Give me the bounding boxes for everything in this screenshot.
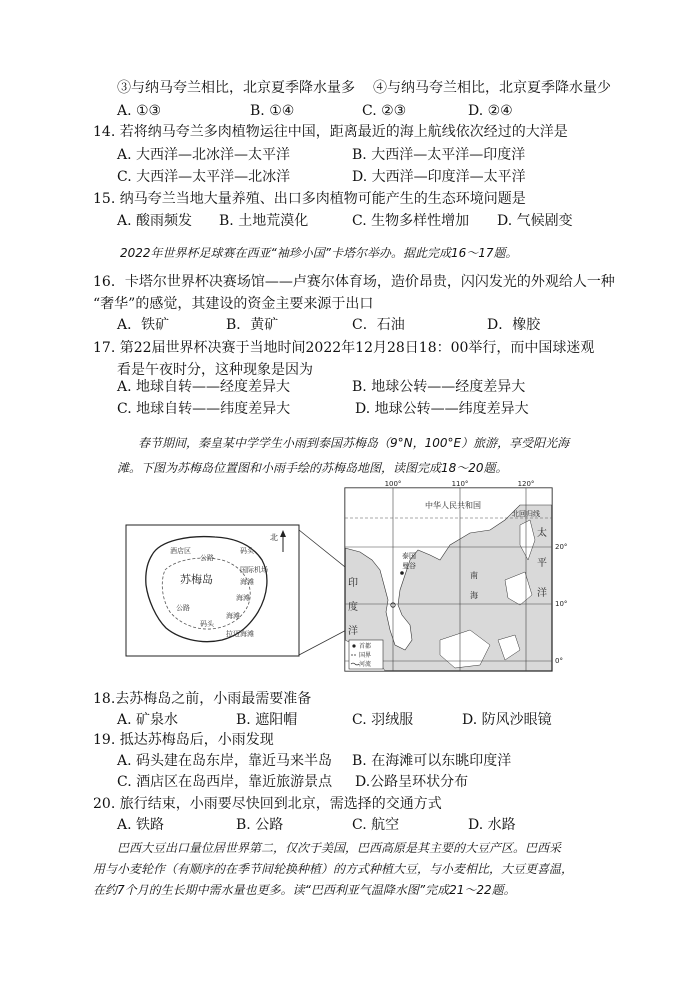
label-pacific-1: 太 — [537, 528, 547, 539]
intro-21-22-line3: 在约7个月的生长期中需水量也更多。读“巴西利亚气温降水图”完成21～22题。 — [93, 883, 516, 897]
q17-option-c: C. 地球自转——纬度差异大 — [117, 401, 291, 417]
q13-option-b: B. ①④ — [250, 103, 295, 119]
q14-option-d: D. 大西洋—印度洋—太平洋 — [352, 169, 526, 185]
label-pier-2: 码头 — [200, 620, 214, 628]
q20-option-a: A. 铁路 — [117, 817, 165, 833]
q14-option-c: C. 大西洋—太平洋—北冰洋 — [117, 169, 291, 185]
q19-stem: 19. 抵达苏梅岛后，小雨发现 — [93, 732, 274, 748]
q14-stem: 14. 若将纳马夸兰多肉植物运往中国，距离最近的海上航线依次经过的大洋是 — [93, 124, 568, 140]
q18-option-d: D. 防风沙眼镜 — [462, 712, 552, 728]
q16-option-c: C．石油 — [352, 317, 405, 333]
label-beach-1: 海滩 — [240, 578, 254, 586]
samui-island-map — [126, 525, 299, 656]
q20-option-c: C. 航空 — [352, 817, 400, 833]
q17-option-d: D. 地球公转——纬度差异大 — [355, 401, 529, 417]
legend-river: 河流 — [359, 661, 372, 668]
q20-stem: 20. 旅行结束，小雨要尽快回到北京，需选择的交通方式 — [93, 796, 442, 812]
intro-18-20-line2: 滩。下图为苏梅岛位置图和小雨手绘的苏梅岛地图，读图完成18～20题。 — [117, 461, 508, 475]
lat-label-20: 20° — [555, 543, 568, 551]
label-indian-1: 印 — [348, 578, 358, 589]
q17-stem-line1: 17. 第22届世界杯决赛于当地时间2022年12月28日18：00举行，而中国球迷观 — [93, 340, 595, 356]
label-thailand: 泰国 — [402, 552, 416, 560]
legend-capital-icon — [352, 644, 355, 647]
q20-option-d: D. 水路 — [468, 817, 516, 833]
q16-option-b: B．黄矿 — [226, 317, 279, 333]
q19-option-d: D.公路呈环状分布 — [355, 774, 469, 790]
q16-option-a: A．铁矿 — [117, 317, 170, 333]
q15-option-d: D. 气候剧变 — [497, 213, 573, 229]
q17-stem-line2: 看是午夜时分，这种现象是因为 — [117, 362, 313, 378]
q20-option-b: B. 公路 — [236, 817, 284, 833]
bangkok-dot — [400, 571, 404, 575]
intro-21-22-line2: 用与小麦轮作（有顺序的在季节间轮换种植）的方式种植大豆，与小麦相比，大豆更喜温， — [93, 862, 574, 876]
q15-stem: 15. 纳马夸兰当地大量养殖、出口多肉植物可能产生的生态环境问题是 — [93, 191, 526, 207]
q16-option-d: D．橡胶 — [487, 317, 541, 333]
q13-option-d: D. ②④ — [468, 103, 513, 119]
q17-option-a: A. 地球自转——经度差异大 — [117, 379, 291, 395]
label-south-sea-1: 南 — [470, 571, 478, 580]
q14-option-b: B. 大西洋—太平洋—印度洋 — [352, 147, 526, 163]
q19-option-b: B. 在海滩可以东眺印度洋 — [352, 753, 512, 769]
label-pacific-3: 洋 — [537, 588, 547, 599]
q15-option-a: A. 酸雨频发 — [117, 213, 193, 229]
lat-label-10: 10° — [555, 600, 568, 608]
q13-option-c: C. ②③ — [362, 103, 407, 119]
q16-stem-line1: 16．卡塔尔世界杯决赛场馆——卢赛尔体育场，造价昂贵，闪闪发光的外观给人一种 — [93, 274, 615, 290]
q18-stem: 18.去苏梅岛之前，小雨最需要准备 — [93, 691, 312, 707]
southeast-asia-map — [345, 480, 567, 671]
lon-label-120: 120° — [517, 480, 535, 488]
legend-capital: 首都 — [359, 643, 372, 650]
label-bangkok: 曼谷 — [402, 562, 416, 570]
lat-label-0: 0° — [555, 657, 563, 665]
q18-option-b: B. 遮阳帽 — [236, 712, 298, 728]
q19-option-a: A. 码头建在岛东岸，靠近马来半岛 — [117, 753, 333, 769]
intro-18-20-line1: 春节期间，秦皇某中学学生小雨到泰国苏梅岛（9°N，100°E）旅游，享受阳光海 — [138, 436, 570, 450]
q13-statement-4: ④与纳马夸兰相比，北京夏季降水量少 — [373, 80, 611, 96]
q15-option-c: C. 生物多样性增加 — [352, 213, 470, 229]
q14-option-a: A. 大西洋—北冰洋—太平洋 — [117, 147, 291, 163]
legend-border: 国界 — [359, 652, 372, 659]
label-road-2: 公路 — [176, 604, 190, 612]
intro-21-22-line1: 巴西大豆出口量位居世界第二，仅次于美国，巴西高原是其主要的大豆产区。巴西采 — [117, 841, 562, 855]
label-airport: 国际机场 — [240, 566, 268, 574]
label-pier-1: 码头 — [240, 547, 254, 555]
label-pacific-2: 平 — [537, 558, 547, 569]
label-tropic: 北回归线 — [512, 510, 540, 518]
q18-option-c: C. 羽绒服 — [352, 712, 414, 728]
label-china: 中华人民共和国 — [425, 501, 481, 510]
label-road-1: 公路 — [200, 554, 214, 562]
q17-option-b: B. 地球公转——经度差异大 — [352, 379, 526, 395]
q13-statement-3: ③与纳马夸兰相比，北京夏季降水量多 — [117, 80, 355, 96]
label-lamai-beach: 拉迈海滩 — [226, 630, 254, 638]
island-name-label: 苏梅岛 — [180, 573, 213, 586]
label-indian-2: 度 — [348, 602, 358, 613]
label-indian-3: 洋 — [348, 626, 358, 637]
label-hotel-area: 酒店区 — [170, 547, 191, 555]
north-label: 北 — [270, 533, 278, 542]
q15-option-b: B. 土地荒漠化 — [219, 213, 309, 229]
lon-label-110: 110° — [451, 480, 469, 488]
label-beach-2: 海滩 — [236, 594, 250, 602]
q19-option-c: C. 酒店区在岛西岸，靠近旅游景点 — [117, 774, 333, 790]
q18-option-a: A. 矿泉水 — [117, 712, 179, 728]
intro-16-17: 2022年世界杯足球赛在西亚“袖珍小国”卡塔尔举办。据此完成16～17题。 — [120, 246, 518, 260]
q16-stem-line2: “奢华”的感觉，其建设的资金主要来源于出口 — [93, 296, 374, 312]
label-beach-3: 海滩 — [226, 612, 240, 620]
lon-label-100: 100° — [384, 480, 402, 488]
q13-option-a: A. ①③ — [117, 103, 162, 119]
label-south-sea-2: 海 — [470, 591, 478, 600]
